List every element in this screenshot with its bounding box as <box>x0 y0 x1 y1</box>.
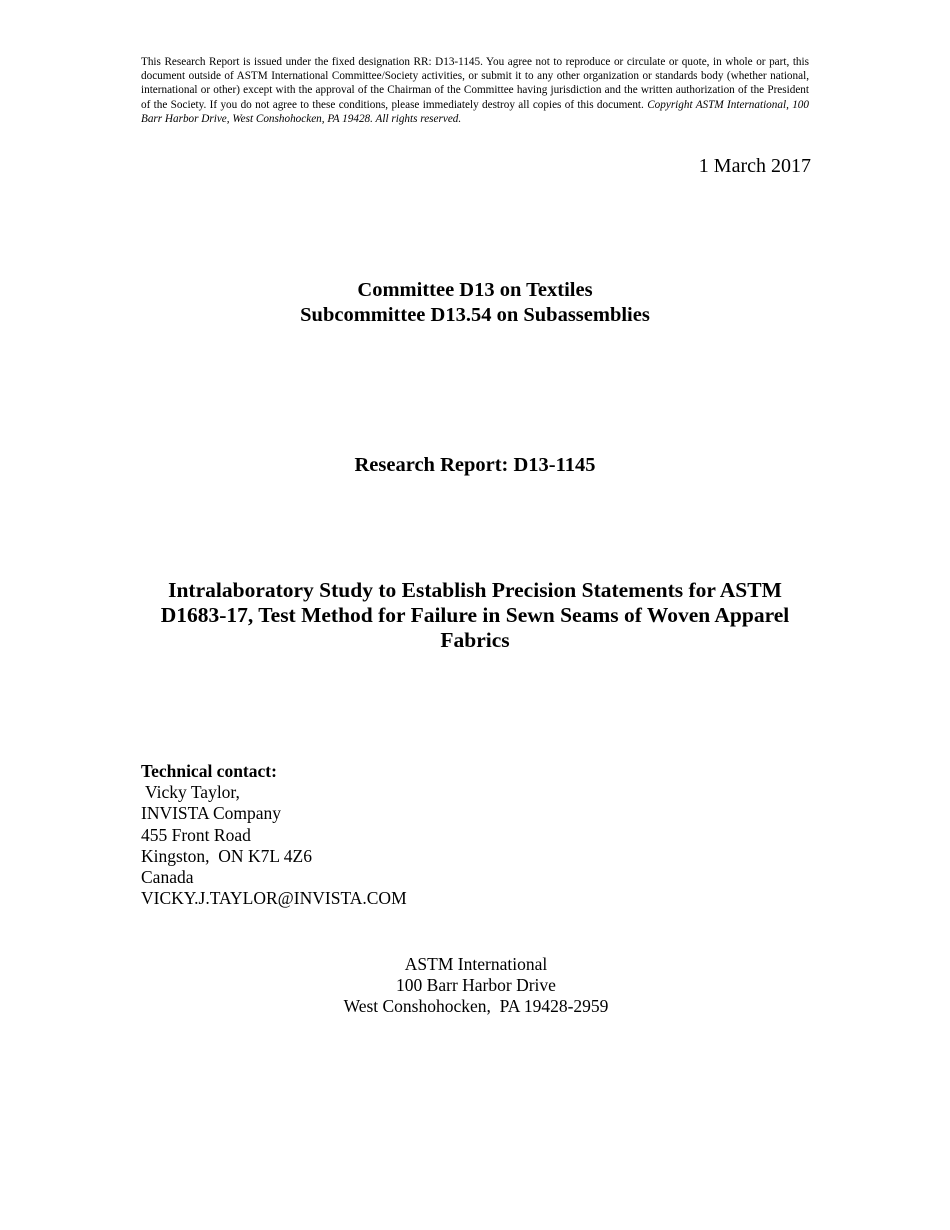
copyright-statement: Copyright ASTM International, 100 Barr Harbor Drive, West Conshohocken, PA 19428. All rights reserved. <box>141 98 809 125</box>
study-title: Intralaboratory Study to Establish Precision Statements for ASTM D1683-17, Test Method for Failure in Sewn Seams of Woven Apparel Fabrics <box>160 578 790 652</box>
report-number: Research Report: D13-1145 <box>354 454 596 476</box>
contact-name: Vicky Taylor, <box>141 782 240 803</box>
contact-street: 455 Front Road <box>141 824 251 845</box>
contact-email: VICKY.J.TAYLOR@INVISTA.COM <box>141 888 407 909</box>
notice-text: This Research Report is issued under the fixed designation RR: D13-1145. You agree not to reproduce or circulate or quote, in whole or part, this document outside of ASTM International Committee/Society activities, or submit it to any other organization or standards body (whether national, international or other) except with the approval of the Chairman of the Committee having jurisdiction and the written authorization of the President of the Society. If you do not agree to these conditions, please immediately destroy all copies of this document. <box>141 56 809 111</box>
astm-street: 100 Barr Harbor Drive <box>396 975 556 996</box>
contact-company: INVISTA Company <box>141 803 282 824</box>
contact-city: Kingston, ON K7L 4Z6 <box>141 845 312 866</box>
contact-country: Canada <box>141 867 194 888</box>
astm-city: West Conshohocken, PA 19428-2959 <box>343 996 609 1017</box>
subcommittee-name: Subcommittee D13.54 on Subassemblies <box>300 304 650 326</box>
report-date: 1 March 2017 <box>698 155 811 177</box>
astm-address <box>0 954 950 1018</box>
technical-contact <box>141 761 407 909</box>
committee-name: Committee D13 on Textiles <box>357 279 593 301</box>
astm-name: ASTM International <box>404 954 548 974</box>
copyright-notice <box>141 55 809 126</box>
committee-heading <box>0 278 950 328</box>
contact-label: Technical contact: <box>141 761 277 781</box>
